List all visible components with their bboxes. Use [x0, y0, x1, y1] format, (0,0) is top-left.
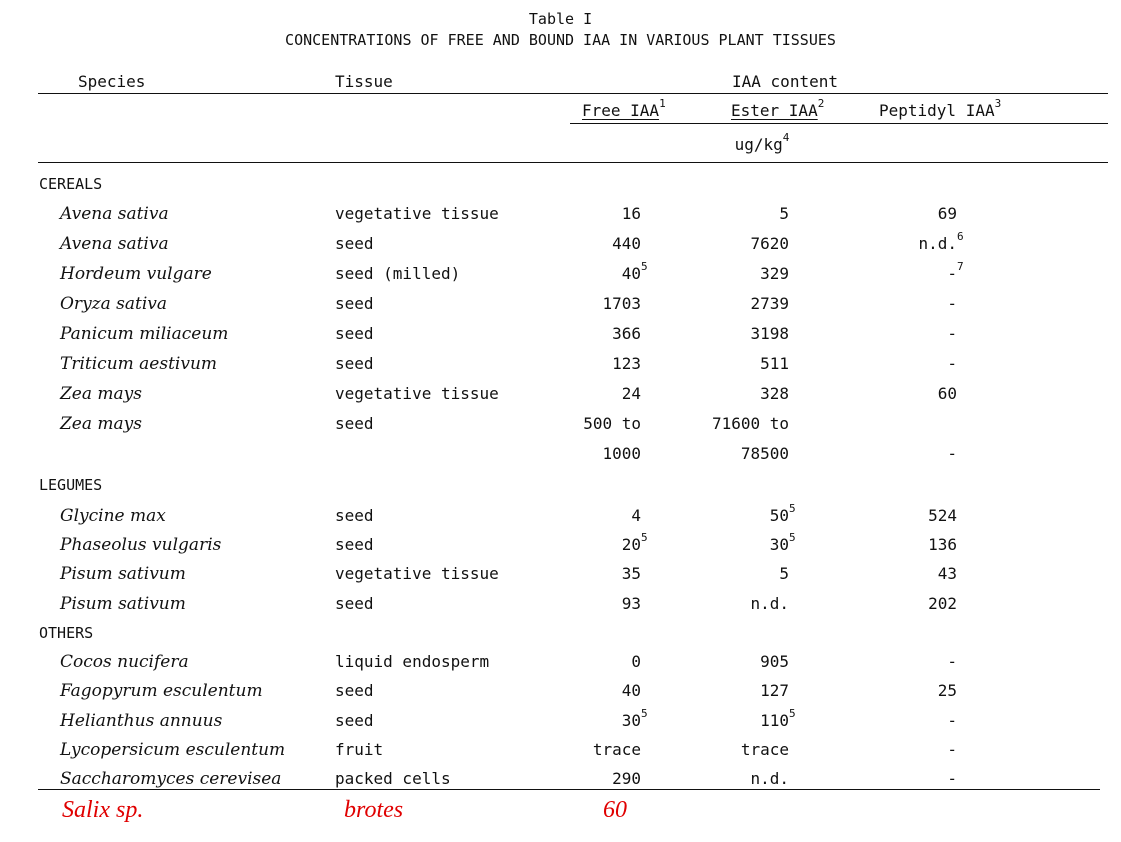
- peptidyl-iaa-cell-value: -: [947, 324, 957, 343]
- ester-iaa-cell-value: 110: [760, 711, 789, 730]
- category-cereals: CEREALS: [39, 175, 103, 193]
- peptidyl-iaa-cell: [938, 204, 957, 223]
- ester-iaa-cell: [779, 564, 789, 583]
- added-free-iaa: 60: [603, 797, 627, 823]
- tissue-cell-value: seed: [335, 414, 374, 433]
- category-others: OTHERS: [39, 624, 94, 642]
- free-iaa-cell-value: 500 to: [583, 414, 641, 433]
- free-iaa-cell: [621, 260, 648, 283]
- species-cell: [60, 264, 212, 284]
- header-rule-mid: [570, 123, 1108, 124]
- unit-label: ug/kg: [734, 135, 783, 154]
- peptidyl-iaa-cell: [938, 681, 957, 700]
- species-cell-value: Helianthus annuus: [60, 711, 223, 731]
- tissue-cell: [335, 204, 499, 223]
- species-cell: [60, 354, 217, 374]
- tissue-cell: [335, 681, 374, 700]
- peptidyl-iaa-cell-footnote: 7: [957, 260, 964, 273]
- ester-iaa-cell: [712, 414, 789, 433]
- tissue-cell: [335, 506, 374, 525]
- table-subtitle: CONCENTRATIONS OF FREE AND BOUND IAA IN VARIOUS PLANT TISSUES: [285, 31, 836, 49]
- tissue-cell-value: seed: [335, 324, 374, 343]
- ester-iaa-cell-value: 30: [769, 535, 789, 554]
- peptidyl-iaa-cell-value: 43: [937, 564, 957, 583]
- ester-iaa-cell-value: 2739: [750, 294, 789, 313]
- peptidyl-iaa-cell-value: n.d.: [918, 234, 957, 253]
- free-iaa-cell-value: 0: [631, 652, 641, 671]
- tissue-cell-value: seed: [335, 506, 374, 525]
- ester-iaa-cell-value: n.d.: [750, 594, 789, 613]
- ester-iaa-cell: [750, 234, 789, 253]
- peptidyl-iaa-cell-value: 69: [937, 204, 957, 223]
- ester-iaa-cell: [779, 204, 789, 223]
- tissue-cell: [335, 324, 374, 343]
- tissue-cell-value: liquid endosperm: [335, 652, 490, 671]
- ester-iaa-header: [731, 97, 825, 120]
- peptidyl-iaa-cell: [947, 260, 964, 283]
- ester-iaa-cell-value: 78500: [740, 444, 789, 463]
- species-cell: [60, 711, 222, 731]
- free-iaa-cell: [622, 681, 641, 700]
- ester-iaa-cell: [750, 294, 789, 313]
- species-cell: [60, 564, 186, 584]
- ester-iaa-cell-value: 5: [779, 564, 789, 583]
- species-cell: [60, 234, 169, 254]
- free-iaa-cell: [602, 294, 641, 313]
- free-iaa-cell-value: 24: [621, 384, 641, 403]
- peptidyl-iaa-cell-value: 60: [937, 384, 957, 403]
- free-iaa-cell-value: 20: [621, 535, 641, 554]
- tissue-cell-value: seed: [335, 681, 374, 700]
- free-iaa-cell: [622, 204, 641, 223]
- free-iaa-cell: [622, 384, 641, 403]
- peptidyl-iaa-cell-value: -: [947, 354, 957, 373]
- peptidyl-iaa-header: [879, 97, 1002, 120]
- free-iaa-cell-value: 40: [621, 264, 641, 283]
- free-iaa-cell-value: 1000: [602, 444, 641, 463]
- unit-header: [734, 131, 790, 154]
- tissue-cell: [335, 594, 374, 613]
- ester-iaa-cell-footnote: 5: [789, 707, 796, 720]
- species-cell: [60, 324, 228, 344]
- tissue-header: Tissue: [335, 72, 393, 91]
- species-cell-value: Avena sativa: [60, 234, 169, 254]
- species-cell: [60, 769, 281, 789]
- peptidyl-iaa-cell-value: 25: [937, 681, 957, 700]
- free-iaa-cell-value: 4: [631, 506, 641, 525]
- tissue-cell-value: seed: [335, 711, 374, 730]
- peptidyl-iaa-cell-value: 202: [928, 594, 957, 613]
- tissue-cell: [335, 535, 374, 554]
- free-iaa-footnote: 1: [659, 97, 666, 110]
- ester-iaa-cell-value: 7620: [750, 234, 789, 253]
- free-iaa-cell-value: 93: [621, 594, 641, 613]
- free-iaa-label: Free IAA: [582, 101, 660, 120]
- ester-iaa-cell-value: 3198: [750, 324, 789, 343]
- ester-iaa-cell-footnote: 5: [789, 531, 796, 544]
- free-iaa-cell-value: 123: [612, 354, 641, 373]
- peptidyl-iaa-cell: [947, 324, 957, 343]
- peptidyl-iaa-cell-footnote: 6: [957, 230, 964, 243]
- ester-iaa-cell-value: 71600 to: [711, 414, 789, 433]
- peptidyl-iaa-cell: [928, 535, 957, 554]
- tissue-cell-value: seed: [335, 354, 374, 373]
- tissue-cell: [335, 294, 374, 313]
- iaa-content-header: IAA content: [732, 72, 838, 91]
- peptidyl-iaa-cell-value: -: [947, 444, 957, 463]
- ester-iaa-cell: [760, 681, 789, 700]
- peptidyl-iaa-cell-value: 524: [928, 506, 957, 525]
- table-end-rule: [38, 789, 1100, 790]
- tissue-cell-value: seed: [335, 294, 374, 313]
- tissue-cell: [335, 234, 374, 253]
- ester-iaa-cell-value: 50: [769, 506, 789, 525]
- ester-iaa-cell: [741, 740, 789, 759]
- peptidyl-iaa-cell: [947, 444, 957, 463]
- free-iaa-cell: [622, 594, 641, 613]
- free-iaa-cell: [622, 564, 641, 583]
- free-iaa-cell-value: 40: [621, 681, 641, 700]
- table-title: Table I: [528, 10, 593, 28]
- added-tissue: brotes: [344, 797, 404, 823]
- peptidyl-iaa-cell-value: 136: [928, 535, 957, 554]
- peptidyl-iaa-cell: [938, 564, 957, 583]
- tissue-cell-value: vegetative tissue: [335, 564, 499, 583]
- species-cell: [60, 384, 142, 404]
- peptidyl-iaa-cell-value: -: [947, 711, 957, 730]
- free-iaa-cell: [583, 414, 641, 433]
- peptidyl-iaa-cell: [947, 354, 957, 373]
- ester-iaa-cell-value: 905: [760, 652, 789, 671]
- species-cell: [60, 740, 285, 760]
- free-iaa-cell: [621, 531, 648, 554]
- tissue-cell-value: fruit: [335, 740, 384, 759]
- peptidyl-iaa-cell-value: -: [947, 769, 957, 788]
- species-cell: [60, 204, 169, 224]
- free-iaa-cell-value: trace: [592, 740, 641, 759]
- ester-iaa-cell: [750, 769, 789, 788]
- free-iaa-cell-value: 30: [621, 711, 641, 730]
- free-iaa-cell-value: 35: [621, 564, 641, 583]
- ester-iaa-cell: [760, 707, 796, 730]
- free-iaa-cell: [593, 740, 641, 759]
- species-cell-value: Avena sativa: [60, 204, 169, 224]
- species-cell: [60, 294, 167, 314]
- tissue-cell: [335, 564, 499, 583]
- free-iaa-cell: [631, 506, 641, 525]
- species-cell: [60, 535, 221, 555]
- species-cell-value: Hordeum vulgare: [60, 264, 212, 284]
- peptidyl-iaa-cell: [938, 384, 957, 403]
- species-cell-value: Panicum miliaceum: [60, 324, 229, 344]
- free-iaa-cell-value: 1703: [602, 294, 641, 313]
- species-cell-value: Saccharomyces cerevisea: [60, 769, 282, 789]
- free-iaa-cell-footnote: 5: [641, 707, 648, 720]
- species-cell: [60, 594, 186, 614]
- ester-iaa-cell-value: 127: [760, 681, 789, 700]
- species-cell: [60, 506, 166, 526]
- tissue-cell: [335, 711, 374, 730]
- free-iaa-cell: [631, 652, 641, 671]
- added-species: Salix sp.: [62, 797, 144, 823]
- species-cell-value: Pisum sativum: [60, 564, 186, 584]
- peptidyl-iaa-cell: [947, 294, 957, 313]
- peptidyl-iaa-cell-value: -: [947, 652, 957, 671]
- free-iaa-cell-footnote: 5: [641, 531, 648, 544]
- tissue-cell: [335, 414, 374, 433]
- free-iaa-cell: [612, 354, 641, 373]
- free-iaa-cell-value: 290: [612, 769, 641, 788]
- ester-iaa-cell: [750, 594, 789, 613]
- tissue-cell: [335, 740, 383, 759]
- peptidyl-iaa-cell-value: -: [947, 740, 957, 759]
- ester-iaa-cell-footnote: 5: [789, 502, 796, 515]
- peptidyl-iaa-label: Peptidyl IAA: [879, 101, 995, 120]
- peptidyl-iaa-footnote: 3: [994, 97, 1002, 110]
- peptidyl-iaa-cell: [947, 652, 957, 671]
- ester-iaa-cell-value: trace: [740, 740, 789, 759]
- ester-iaa-footnote: 2: [817, 97, 825, 110]
- tissue-cell: [335, 384, 499, 403]
- free-iaa-cell: [612, 324, 641, 343]
- free-iaa-cell: [621, 707, 648, 730]
- species-cell-value: Triticum aestivum: [60, 354, 218, 374]
- species-cell: [60, 414, 142, 434]
- ester-iaa-cell: [760, 652, 789, 671]
- free-iaa-cell: [612, 769, 641, 788]
- free-iaa-cell: [612, 234, 641, 253]
- free-iaa-cell-value: 366: [612, 324, 641, 343]
- ester-iaa-cell: [760, 354, 789, 373]
- peptidyl-iaa-cell: [947, 740, 957, 759]
- species-cell: [60, 652, 189, 672]
- ester-iaa-cell: [769, 502, 796, 525]
- header-rule-bottom: [38, 162, 1108, 163]
- species-cell-value: Zea mays: [60, 384, 142, 404]
- free-iaa-cell-value: 16: [621, 204, 641, 223]
- tissue-cell-value: packed cells: [335, 769, 451, 788]
- peptidyl-iaa-cell: [947, 711, 957, 730]
- ester-iaa-cell: [760, 384, 789, 403]
- species-cell-value: Lycopersicum esculentum: [60, 740, 286, 760]
- ester-iaa-label: Ester IAA: [731, 101, 818, 120]
- species-cell-value: Pisum sativum: [60, 594, 186, 614]
- tissue-cell-value: seed: [335, 535, 374, 554]
- category-legumes: LEGUMES: [39, 476, 103, 494]
- unit-footnote: 4: [782, 131, 790, 144]
- peptidyl-iaa-cell: [947, 769, 957, 788]
- tissue-cell-value: vegetative tissue: [335, 204, 499, 223]
- species-cell-value: Glycine max: [60, 506, 166, 526]
- tissue-cell-value: seed (milled): [335, 264, 461, 283]
- species-cell: [60, 681, 263, 701]
- peptidyl-iaa-cell-value: -: [947, 264, 957, 283]
- free-iaa-cell-value: 440: [612, 234, 641, 253]
- ester-iaa-cell-value: n.d.: [750, 769, 789, 788]
- ester-iaa-cell-value: 329: [760, 264, 789, 283]
- ester-iaa-cell-value: 328: [760, 384, 789, 403]
- peptidyl-iaa-cell: [928, 506, 957, 525]
- species-cell-value: Oryza sativa: [60, 294, 168, 314]
- tissue-cell: [335, 264, 460, 283]
- ester-iaa-cell-value: 511: [760, 354, 789, 373]
- ester-iaa-cell: [769, 531, 796, 554]
- species-cell-value: Phaseolus vulgaris: [60, 535, 222, 555]
- tissue-cell: [335, 769, 451, 788]
- ester-iaa-cell-value: 5: [779, 204, 789, 223]
- species-header: Species: [78, 72, 146, 91]
- ester-iaa-cell: [750, 324, 789, 343]
- header-rule-top: [38, 93, 1108, 94]
- peptidyl-iaa-cell-value: -: [947, 294, 957, 313]
- species-cell-value: Zea mays: [60, 414, 142, 434]
- free-iaa-header: [582, 97, 666, 120]
- ester-iaa-cell: [760, 264, 789, 283]
- tissue-cell: [335, 652, 489, 671]
- tissue-cell-value: seed: [335, 594, 374, 613]
- peptidyl-iaa-cell: [928, 594, 957, 613]
- species-cell-value: Cocos nucifera: [60, 652, 189, 672]
- free-iaa-cell: [602, 444, 641, 463]
- free-iaa-cell-footnote: 5: [641, 260, 648, 273]
- tissue-cell: [335, 354, 374, 373]
- species-cell-value: Fagopyrum esculentum: [60, 681, 263, 701]
- tissue-cell-value: vegetative tissue: [335, 384, 499, 403]
- tissue-cell-value: seed: [335, 234, 374, 253]
- peptidyl-iaa-cell: [918, 230, 964, 253]
- ester-iaa-cell: [741, 444, 789, 463]
